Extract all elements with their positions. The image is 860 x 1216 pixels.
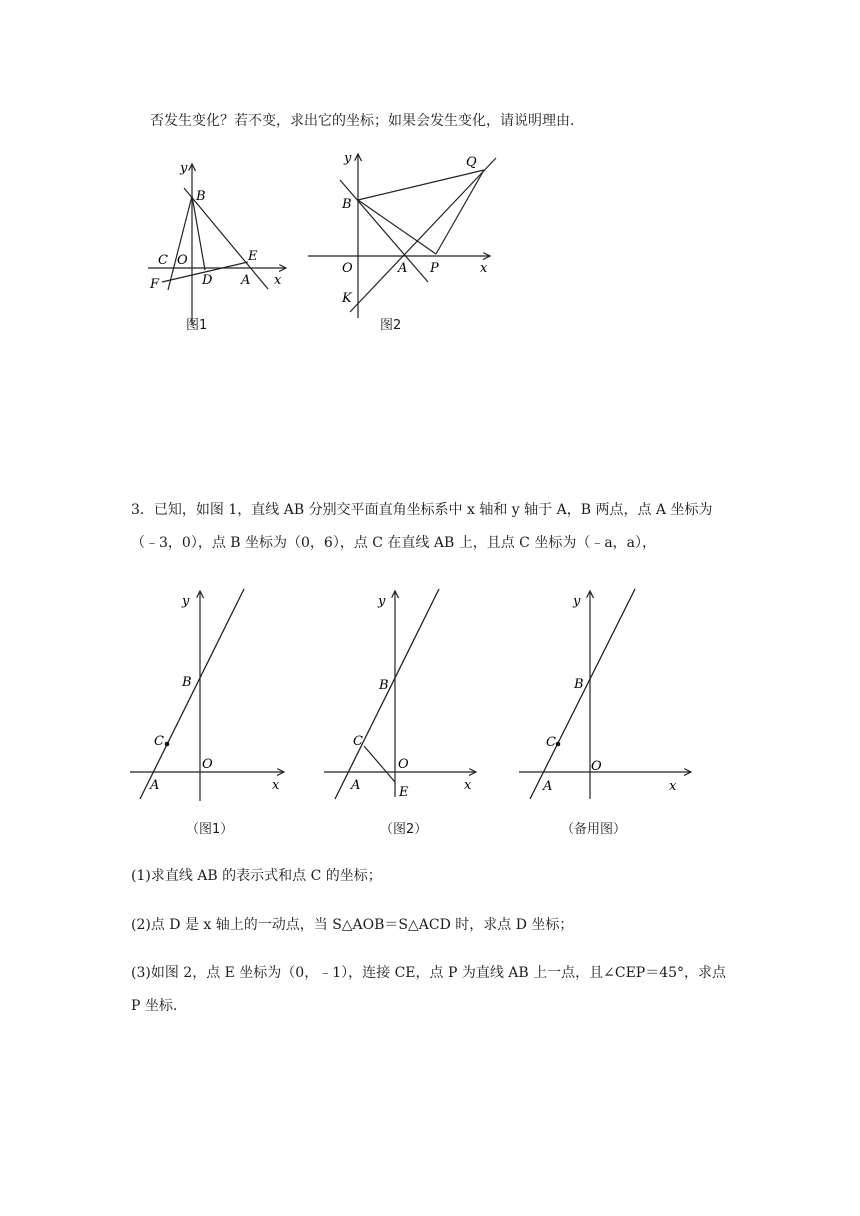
fig2-label-b: B: [342, 197, 352, 212]
fig1-label-o: O: [177, 253, 188, 268]
graph3-label-o: O: [591, 759, 602, 774]
graph3-label-c: C: [546, 735, 556, 750]
graph1-point-c: [165, 742, 170, 747]
problem3-line1: 3．已知，如图 1，直线 AB 分别交平面直角坐标系中 x 轴和 y 轴于 A，B 两点，点 A 坐标为: [131, 502, 713, 518]
fig1-label-c: C: [158, 253, 168, 268]
graph2-label-e: E: [399, 785, 409, 800]
fig2-line-ba-extended: [340, 180, 428, 282]
graph3-label-a: A: [543, 779, 553, 794]
graph2-caption: （图2）: [380, 822, 428, 837]
graph2-label-y: y: [378, 594, 386, 609]
graph2-line-ce: [364, 746, 395, 782]
graph1-caption: （图1）: [186, 822, 234, 837]
fig2-label-p: P: [430, 261, 439, 276]
fig1-line-bd: [192, 196, 205, 270]
graph2-label-x: x: [464, 778, 472, 793]
fig1-caption: 图1: [186, 318, 208, 333]
graph1-label-x: x: [272, 778, 280, 793]
graph3-point-c: [556, 742, 561, 747]
graph-3: [513, 585, 698, 805]
graph3-label-x: x: [669, 779, 677, 794]
fig2-label-k: K: [342, 291, 352, 306]
graph1-label-o: O: [202, 757, 213, 772]
graph3-caption: （备用图）: [561, 822, 627, 837]
top-paragraph: 否发生变化？若不变，求出它的坐标；如果会发生变化，请说明理由.: [150, 113, 575, 129]
fig1-label-d: D: [202, 273, 213, 288]
question-1: (1)求直线 AB 的表示式和点 C 的坐标；: [131, 868, 382, 884]
fig2-line-kq: [350, 158, 496, 312]
question-2: (2)点 D 是 x 轴上的一动点，当 S△AOB＝S△ACD 时，求点 D 坐标；: [131, 917, 574, 933]
problem3-line2: （﹣3，0），点 B 坐标为（0，6），点 C 在直线 AB 上，且点 C 坐标为（﹣a，a），: [131, 535, 657, 551]
graph3-line-ab: [530, 589, 635, 799]
graph1-label-a: A: [150, 778, 160, 793]
fig1-label-b: B: [196, 189, 206, 204]
fig1-label-a: A: [241, 273, 251, 288]
fig2-label-x: x: [480, 261, 488, 276]
fig2-caption: 图2: [380, 318, 402, 333]
fig2-label-a: A: [398, 261, 408, 276]
graph1-line-ab: [140, 589, 244, 799]
graph3-label-y: y: [573, 594, 581, 609]
figure-1: [140, 150, 300, 340]
graph2-label-a: A: [351, 778, 361, 793]
fig2-label-o: O: [342, 261, 353, 276]
fig2-line-pq: [436, 170, 484, 254]
figure-2: [300, 140, 510, 330]
graph1-label-b: B: [182, 675, 192, 690]
fig2-label-q: Q: [466, 155, 477, 170]
question-3-line2: P 坐标.: [131, 998, 178, 1014]
graph2-label-b: B: [379, 678, 389, 693]
graph1-label-y: y: [182, 594, 190, 609]
question-3-line1: (3)如图 2，点 E 坐标为（0，﹣1），连接 CE，点 P 为直线 AB 上一点，且∠CEP＝45°，求点: [131, 965, 727, 981]
fig2-label-y: y: [344, 151, 352, 166]
graph2-line-ab: [335, 589, 439, 799]
graph2-label-c: C: [353, 734, 363, 749]
fig1-label-x: x: [274, 273, 282, 288]
fig1-label-e: E: [248, 249, 258, 264]
fig1-label-y: y: [180, 161, 188, 176]
graph-1: [120, 585, 295, 805]
graph-2: [318, 585, 488, 805]
fig2-line-bq: [358, 170, 484, 200]
graph1-label-c: C: [154, 734, 164, 749]
graph2-label-o: O: [398, 757, 409, 772]
fig1-label-f: F: [150, 277, 160, 292]
graph3-label-b: B: [574, 677, 584, 692]
